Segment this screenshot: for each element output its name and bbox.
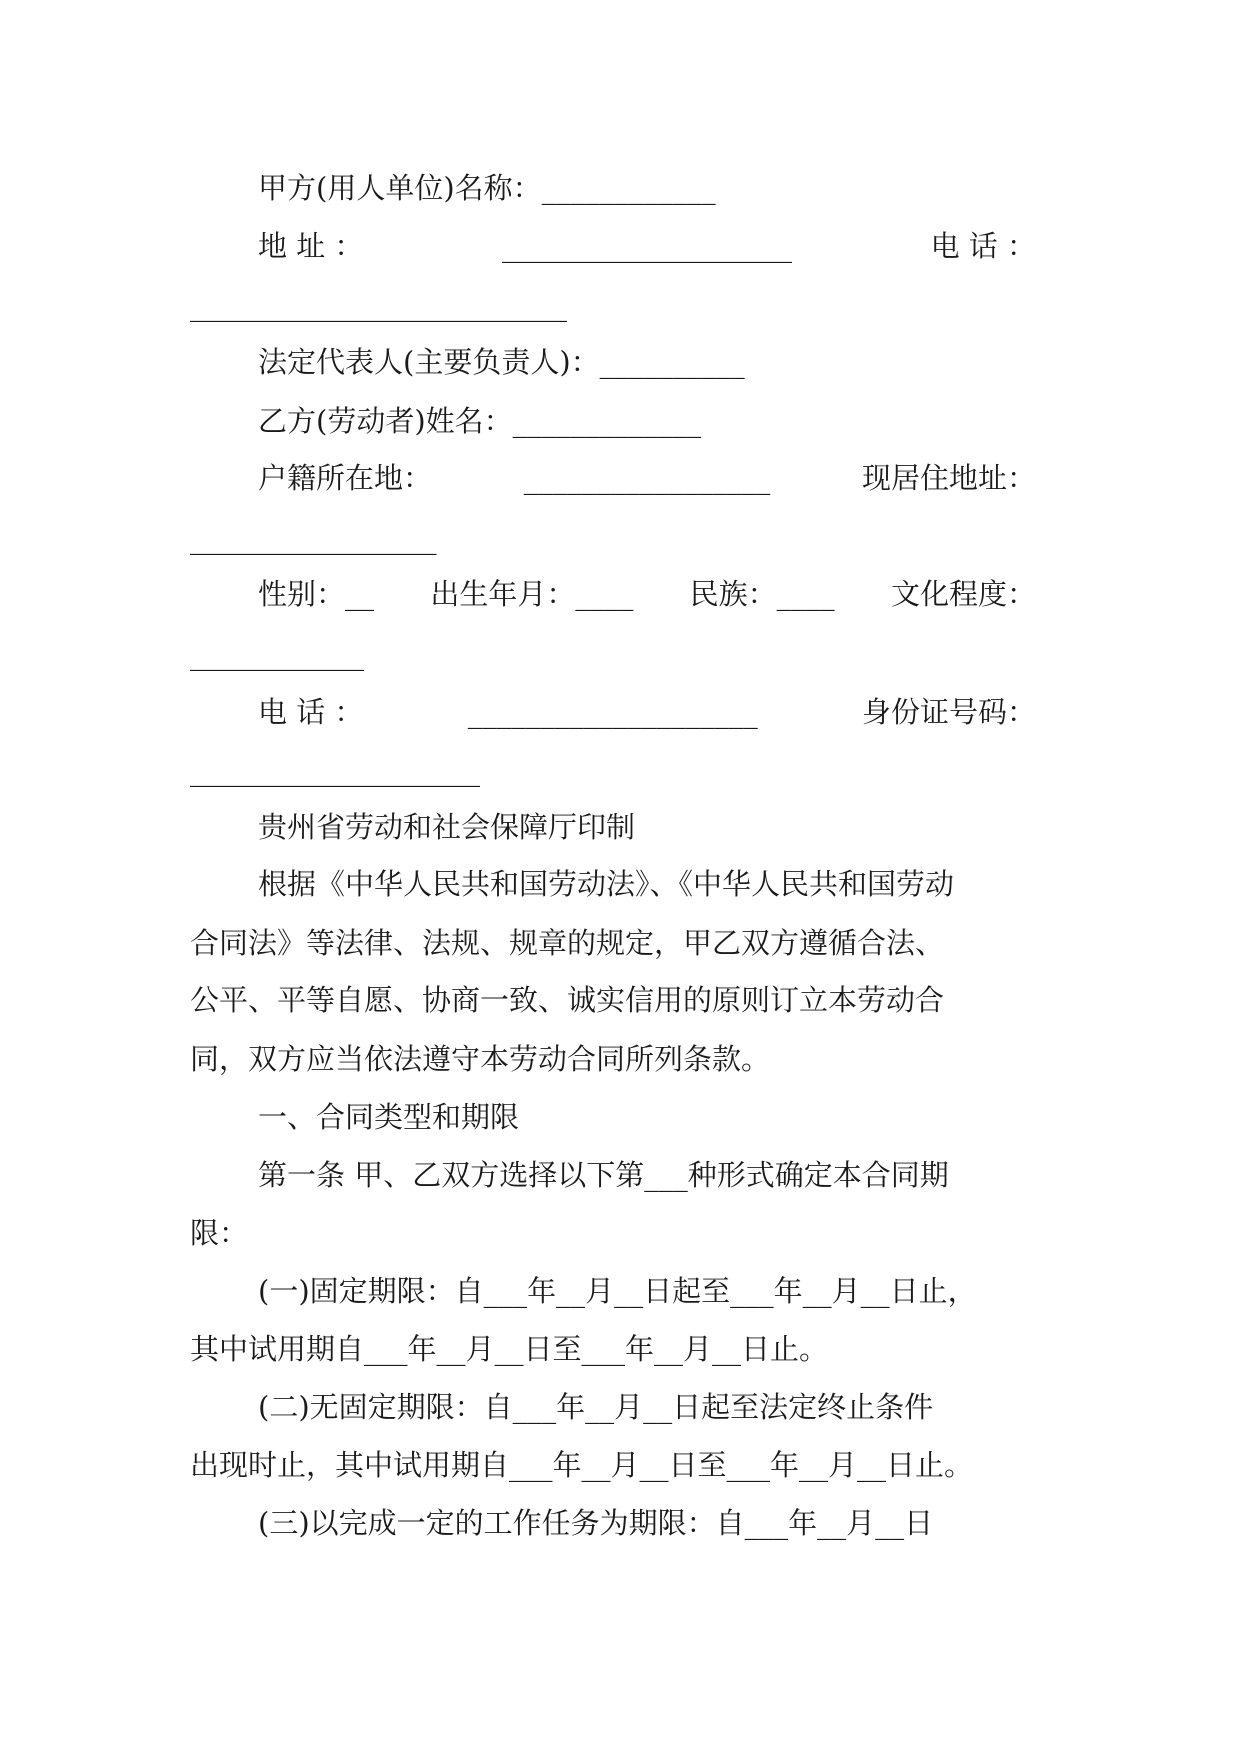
legal-representative-line: 法定代表人(主要负责人)：__________ [258,345,745,379]
article-1-line-2: 限： [190,1216,249,1250]
party-a-name-line: 甲方(用人单位)名称：____________ [258,171,716,205]
party-a-address-phone-line [258,226,1036,266]
party-a-phone-blank: __________________________ [190,288,567,322]
party-a-phone-label: 电 话 ： [930,229,1036,263]
birth-date-field: 出生年月：____ [430,577,634,611]
household-registration-blank: _________________ [523,461,771,495]
preamble-line-1: 根据《中华人民共和国劳动法》、《中华人民共和国劳动 [258,867,955,901]
printed-by-line: 贵州省劳动和社会保障厅印制 [258,810,636,844]
current-address-blank: _________________ [190,521,437,555]
preamble-line-2: 合同法》等法律、法规、规章的规定，甲乙双方遵循合法、 [190,926,945,960]
ethnicity-field: 民族：____ [689,577,835,611]
id-number-label: 身份证号码： [861,695,1036,729]
party-b-phone-id-line [258,692,1036,732]
open-term-line-2: 出现时止，其中试用期自___年__月__日至___年__月__日止。 [190,1448,974,1482]
party-b-residence-line [258,458,1036,498]
party-b-phone-blank: ____________________ [467,695,758,729]
fixed-term-line-2: 其中试用期自___年__月__日至___年__月__日止。 [190,1332,829,1366]
open-term-line-1: (二)无固定期限：自___年__月__日起至法定终止条件 [258,1390,934,1424]
household-registration-label: 户籍所在地： [258,461,433,495]
current-address-label: 现居住地址： [861,461,1036,495]
section-1-heading: 一、合同类型和期限 [258,1100,520,1134]
education-blank: ____________ [190,637,364,671]
preamble-line-4: 同，双方应当依法遵守本劳动合同所列条款。 [190,1042,771,1076]
party-b-name-line: 乙方(劳动者)姓名：_____________ [258,404,702,438]
education-label: 文化程度： [890,577,1036,611]
gender-field: 性别：__ [258,577,375,611]
article-1-line-1: 第一条 甲、乙双方选择以下第___种形式确定本合同期 [258,1158,949,1192]
id-number-blank: ____________________ [190,753,480,787]
party-b-phone-label: 电 话 ： [258,695,364,729]
task-term-line-1: (三)以完成一定的工作任务为期限：自___年__月__日 [258,1506,934,1540]
party-a-address-label: 地 址 ： [258,229,364,263]
party-b-personal-info-line [258,574,1036,614]
preamble-line-3: 公平、平等自愿、协商一致、诚实信用的原则订立本劳动合 [190,983,945,1017]
fixed-term-line-1: (一)固定期限：自___年__月__日起至___年__月__日止， [258,1274,977,1308]
party-a-address-blank: ____________________ [502,229,792,263]
